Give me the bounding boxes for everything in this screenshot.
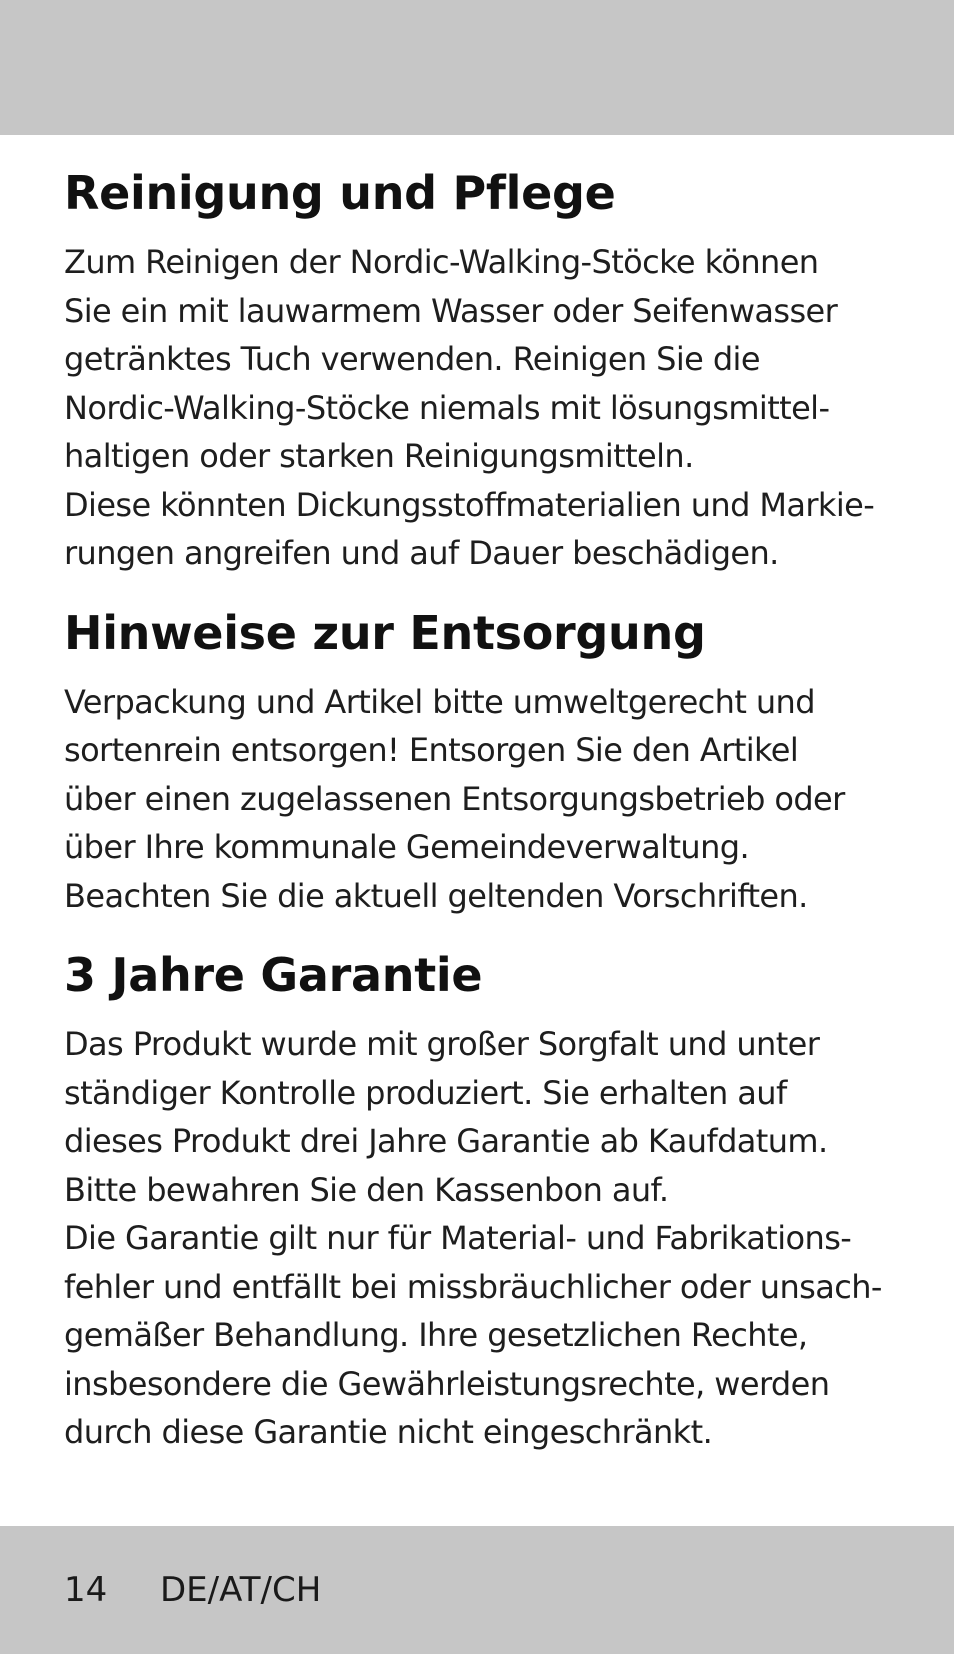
body-line: ständiger Kontrolle produziert. Sie erhalten auf [64, 1073, 787, 1112]
body-line: Sie ein mit lauwarmem Wasser oder Seifenwasser [64, 291, 838, 330]
body-line: dieses Produkt drei Jahre Garantie ab Kaufdatum. [64, 1122, 828, 1160]
region-label: DE/AT/CH [160, 1570, 322, 1610]
body-line: rungen angreifen und auf Dauer beschädigen. [64, 534, 779, 572]
body-line: Bitte bewahren Sie den Kassenbon auf. [64, 1170, 669, 1209]
body-line: Die Garantie gilt nur für Material- und Fabrikations- [64, 1219, 852, 1257]
body-line: über Ihre kommunale Gemeindeverwaltung. [64, 828, 750, 866]
body-line: Zum Reinigen der Nordic-Walking-Stöcke können [64, 243, 819, 281]
body-line: Nordic-Walking-Stöcke niemals mit lösungsmittel- [64, 388, 830, 427]
section-body [64, 238, 914, 578]
body-line: gemäßer Behandlung. Ihre gesetzlichen Rechte, [64, 1316, 808, 1354]
section-disposal [64, 592, 914, 921]
section-body [64, 678, 914, 921]
body-line: Verpackung und Artikel bitte umweltgerecht und [64, 682, 815, 721]
body-line: Das Produkt wurde mit großer Sorgfalt und unter [64, 1025, 820, 1063]
body-line: über einen zugelassenen Entsorgungsbetrieb oder [64, 779, 845, 818]
page-content [64, 152, 914, 1457]
body-line: Beachten Sie die aktuell geltenden Vorschriften. [64, 876, 808, 915]
section-heading: 3 Jahre Garantie [64, 948, 483, 1002]
section-heading: Hinweise zur Entsorgung [64, 605, 706, 660]
body-line: durch diese Garantie nicht eingeschränkt. [64, 1413, 713, 1451]
section-cleaning [64, 152, 914, 578]
section-body [64, 1020, 914, 1457]
section-heading: Reinigung und Pflege [64, 166, 616, 220]
body-line: insbesondere die Gewährleistungsrechte, werden [64, 1364, 830, 1403]
section-warranty [64, 934, 914, 1457]
body-line: haltigen oder starken Reinigungsmitteln. [64, 437, 694, 475]
body-line: Diese könnten Dickungsstoffmaterialien und Markie- [64, 485, 875, 524]
header-band [0, 0, 954, 135]
page-number: 14 [64, 1570, 108, 1610]
body-line: sortenrein entsorgen! Entsorgen Sie den Artikel [64, 731, 799, 769]
body-line: getränktes Tuch verwenden. Reinigen Sie die [64, 340, 760, 378]
page-footer [64, 1565, 321, 1615]
body-line: fehler und entfällt bei missbräuchlicher oder unsach- [64, 1267, 882, 1306]
